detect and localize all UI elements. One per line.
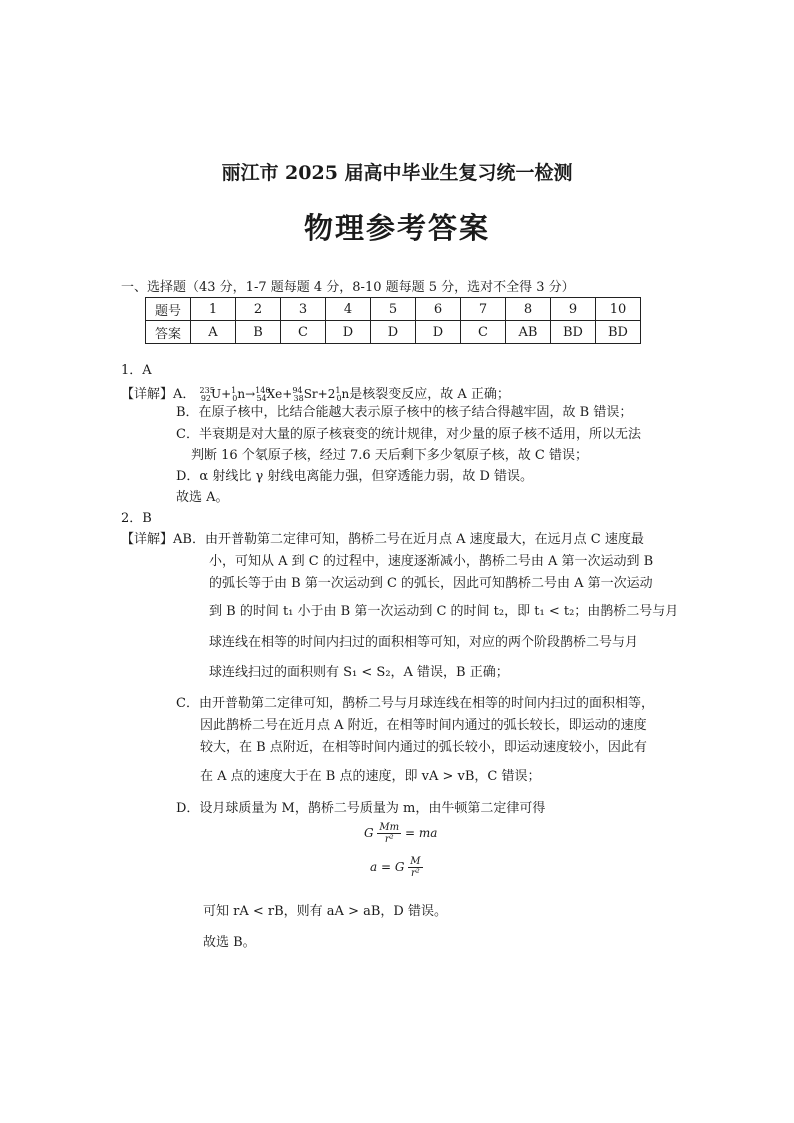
q1-option-c-line2: 判断 16 个氡原子核，经过 7.6 天后剩下多少氡原子核，故 C 错误； xyxy=(191,448,588,463)
q2-prefix: 【详解】AB． xyxy=(121,532,205,547)
table-cell: AB xyxy=(506,321,551,344)
eq2-fraction xyxy=(408,856,422,879)
table-cell: BD xyxy=(596,321,641,344)
q1-prefix: 【详解】A． xyxy=(121,387,196,402)
table-cell: 2 xyxy=(236,298,281,321)
table-cell: D xyxy=(326,321,371,344)
table-cell: BD xyxy=(551,321,596,344)
eq1-numerator: Mm xyxy=(379,822,400,833)
equation-gravity xyxy=(364,822,437,845)
table-cell: 答案 xyxy=(146,321,191,344)
table-cell: 7 xyxy=(461,298,506,321)
eq2-left: a = G xyxy=(370,860,405,874)
q2-ab-text1: 由开普勒第二定律可知，鹊桥二号在近月点 A 速度最大，在远月点 C 速度最 xyxy=(204,532,644,547)
q2-option-d-line2: 可知 rA < rB，则有 aA > aB，D 错误。 xyxy=(203,904,447,919)
table-cell: B xyxy=(236,321,281,344)
table-cell: C xyxy=(461,321,506,344)
table-cell: 5 xyxy=(371,298,416,321)
eq1-fraction xyxy=(377,822,401,845)
document-title: 丽江市 2025 届高中毕业生复习统一检测 xyxy=(221,162,573,184)
q2-ab-line5: 球连线在相等的时间内扫过的面积相等可知，对应的两个阶段鹊桥二号与月 xyxy=(209,635,639,650)
table-cell: 3 xyxy=(281,298,326,321)
nuclear-equation: $^{235}_{92}U+^1_0n\to^{140}_{54}Xe+^{94}_{38}Sr+2^1_0n$ xyxy=(199,386,350,404)
q2-number: 2．B xyxy=(121,511,152,526)
q1-option-d: D．α 射线比 γ 射线电离能力强，但穿透能力弱，故 D 错误。 xyxy=(176,469,534,484)
eq2-numerator: M xyxy=(410,856,421,867)
table-row xyxy=(146,298,641,321)
q2-option-c-line3: 较大，在 B 点附近，在相等时间内通过的弧长较小，即运动速度较小，因此有 xyxy=(200,740,647,755)
table-cell: 10 xyxy=(596,298,641,321)
q2-option-c-line2: 因此鹊桥二号在近月点 A 附近，在相等时间内通过的弧长较长，即运动的速度 xyxy=(200,718,647,733)
eq1-left: G xyxy=(364,826,374,840)
section-heading: 一、选择题（43 分，1-7 题每题 4 分，8-10 题每题 5 分，选对不全得 3 分） xyxy=(121,280,575,295)
q2-ab-line3: 的弧长等于由 B 第一次运动到 C 的弧长，因此可知鹊桥二号由 A 第一次运动 xyxy=(209,576,653,591)
table-cell: A xyxy=(191,321,236,344)
table-cell: C xyxy=(281,321,326,344)
table-cell: 1 xyxy=(191,298,236,321)
table-row xyxy=(146,321,641,344)
q2-ab-line2: 小，可知从 A 到 C 的过程中，速度逐渐减小，鹊桥二号由 A 第一次运动到 B xyxy=(209,554,654,569)
q2-option-d-line1: D．设月球质量为 M，鹊桥二号质量为 m，由牛顿第二定律可得 xyxy=(176,801,546,816)
table-cell: 6 xyxy=(416,298,461,321)
eq1-denominator: r² xyxy=(384,834,394,845)
q1-option-b: B．在原子核中，比结合能越大表示原子核中的核子结合得越牢固，故 B 错误； xyxy=(176,405,633,420)
q2-ab-line4: 到 B 的时间 t₁ 小于由 B 第一次运动到 C 的时间 t₂，即 t₁ < t₂；由鹊桥二号与月 xyxy=(209,604,679,619)
table-cell: 4 xyxy=(326,298,371,321)
q1-number: 1．A xyxy=(121,363,152,378)
eq2-denominator: r² xyxy=(410,868,420,879)
eq1-right: = ma xyxy=(404,826,438,840)
document-subtitle: 物理参考答案 xyxy=(303,211,490,245)
answer-table xyxy=(145,297,641,344)
equation-acceleration xyxy=(370,856,423,879)
q2-ab-line6: 球连线扫过的面积则有 S₁ < S₂，A 错误，B 正确； xyxy=(209,665,509,680)
q2-conclusion: 故选 B。 xyxy=(203,935,256,950)
table-cell: D xyxy=(371,321,416,344)
q2-ab-line1 xyxy=(121,531,644,549)
table-cell: D xyxy=(416,321,461,344)
q2-option-c-line4: 在 A 点的速度大于在 B 点的速度，即 vA > vB，C 错误； xyxy=(200,769,541,784)
q1-a-text: 是核裂变反应，故 A 正确； xyxy=(349,387,510,402)
table-cell: 8 xyxy=(506,298,551,321)
table-cell: 9 xyxy=(551,298,596,321)
table-cell: 题号 xyxy=(146,298,191,321)
q2-option-c-line1: C．由开普勒第二定律可知，鹊桥二号与月球连线在相等的时间内扫过的面积相等， xyxy=(176,696,654,711)
q1-option-c-line1: C．半衰期是对大量的原子核衰变的统计规律，对少量的原子核不适用，所以无法 xyxy=(176,427,641,442)
q1-conclusion: 故选 A。 xyxy=(176,490,229,505)
